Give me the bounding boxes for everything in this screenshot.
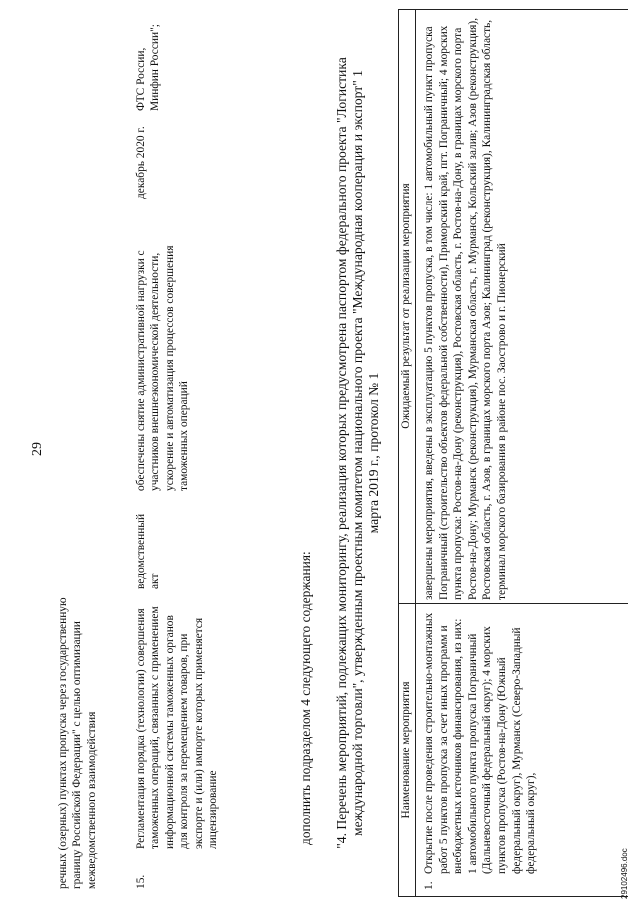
page-number: 29 [30, 442, 45, 456]
row-document: ведомственный акт [135, 513, 162, 589]
section-heading: "4. Перечень мероприятий, подлежащих мониторингу, реализация которых предусмотрена паспортом федерального проекта "Логистика международной торговли", утвержденным проектным комитетом национального проекта "Международная кооперация и экспорт" 1 марта 2019 г., протокол № 1 [334, 57, 381, 849]
row-result: обеспечены снятие административной нагрузки с участников внешнеэкономической деятельности, ускорение и автоматизация процессов совершения таможенных операций [135, 245, 191, 491]
row-name: Регламентация порядка (технологии) совершения таможенных операций, связанных с применением информационной системы таможенных органов для контроля за перемещением товаров, при экспорте и (или) импорте которых применяется лицензирование [135, 606, 220, 849]
table-header [399, 10, 416, 896]
header-name: Наименование мероприятия [400, 681, 412, 819]
row-date: декабрь 2020 г. [135, 126, 147, 199]
row-number: 15. [135, 874, 147, 889]
footer-code: 29102496.doc [620, 848, 629, 899]
row-responsible: ФТС России, Минфин России"; [135, 24, 162, 111]
monitoring-table [398, 9, 628, 897]
item-result: завершены мероприятия, введены в эксплуатацию 5 пунктов пропуска, в том числе: 1 автомобильный пункт пропуска Пограничный (строительство объектов федеральной собственности), Приморский край, пгт. Пограничный; 4 морских пункта пропуска: Ростов-на-Дону (реконструкция), Ростовская область, г. Ростов-на-Дону, в границах морского порта Ростов-на-Дону; Мурманск (реконструкция), Мурманская область, г. Мурманск, Кольский залив; Азов (реконструкция), Ростовская область, г. Азов, в границах морского порта Азов; Калининград (реконструкция), Калининградская область, терминал морского базирования в районе пос. Заострово и г. Пионерский [423, 17, 508, 600]
item-number: 1. [423, 881, 435, 890]
supplement-text: дополнить подразделом 4 следующего содержания: [298, 551, 313, 845]
table-row [134, 9, 254, 889]
continuation-text: речных (озерных) пунктах пропуска через государственную границу Российской Федерации" с целью оптимизации межведомственного взаимодействия [57, 597, 98, 889]
header-result: Ожидаемый результат от реализации мероприятия [400, 183, 412, 429]
table-row [416, 10, 628, 896]
item-name: Открытие после проведения строительно-монтажных работ 5 пунктов пропуска за счет иных программ и внебюджетных источников финансирования, из них: 1 автомобильного пункта пропуска Пограничный (Дальневосточный федеральный округ); 4 морских пунктов пропуска (Ростов-на-Дону (Южный федеральный округ), Мурманск (Северо-Западный федеральный округ), [423, 612, 538, 874]
